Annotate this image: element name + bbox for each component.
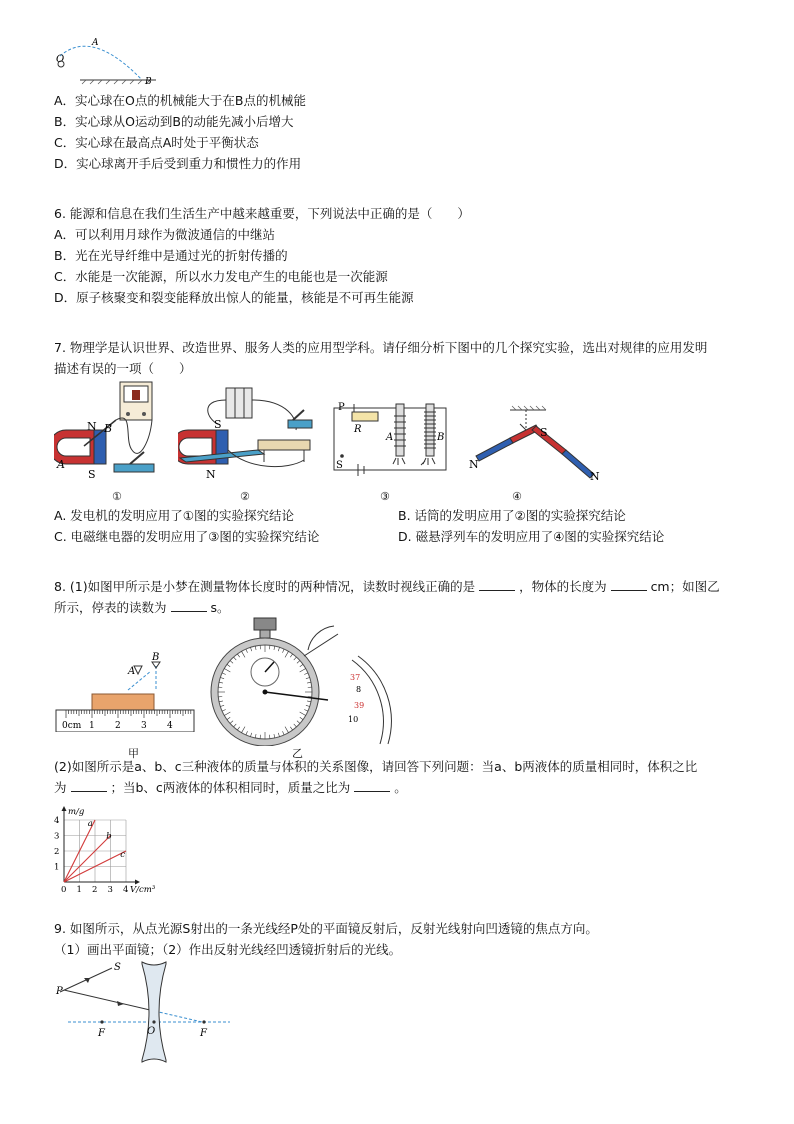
q7-option-d: D. 磁悬浮列车的发明应用了④图的实验探究结论 xyxy=(398,529,665,544)
q8-line1-text-b: ，物体的长度为 xyxy=(519,579,607,594)
chart-y-tick-label: 1 xyxy=(54,862,60,873)
q8-line2 xyxy=(54,599,230,617)
ruler-label-3: 3 xyxy=(141,721,147,731)
chart-x-tick-label: 1 xyxy=(76,885,82,894)
q8-line1-text-a: 8. (1)如图甲所示是小梦在测量物体长度时的两种情况，读数时视线正确的是 xyxy=(54,579,476,594)
watch-label-37: 37 xyxy=(350,673,361,682)
q8-line2-text-a: 所示，停表的读数为 xyxy=(54,600,167,615)
q7-stem-line1: 7. 物理学是认识世界、改造世界、服务人类的应用型学科。请仔细分析下图中的几个探究实验，选出对规律的应用发明 xyxy=(54,340,708,355)
fig4-label-s: S xyxy=(540,426,548,439)
q6-option-b: B．光在光导纤维中是通过光的折射传播的 xyxy=(54,248,288,263)
label-p: P xyxy=(56,986,63,997)
label-a: A xyxy=(92,38,99,48)
fig1-label-s: S xyxy=(88,468,96,480)
answer-blank-mass-ratio[interactable] xyxy=(354,779,390,792)
q8-line1-text-c: cm；如图乙 xyxy=(650,579,720,594)
q9-subquestions: （1）画出平面镜；（2）作出反射光线经凹透镜折射后的光线。 xyxy=(54,942,402,957)
chart-series-label-b: b xyxy=(106,831,112,842)
projectile-figure xyxy=(52,36,162,88)
q5-option-d: D．实心球离开手后受到重力和惯性力的作用 xyxy=(54,156,302,171)
watch-label-39: 39 xyxy=(354,701,365,710)
q5-option-c: C．实心球在最高点A时处于平衡状态 xyxy=(54,135,259,150)
ruler-label-2: 2 xyxy=(115,721,121,731)
label-o-center: O xyxy=(147,1026,156,1037)
fig2-label-n: N xyxy=(206,468,216,480)
chart-y-tick-label: 3 xyxy=(54,831,60,842)
answer-blank-volume-ratio[interactable] xyxy=(71,779,107,792)
q8-part2-text-b: ；当b、c两液体的体积相同时，质量之比为 xyxy=(110,780,351,795)
chart-y-arrow xyxy=(62,806,67,811)
caption-figure-1: ① xyxy=(112,490,122,503)
q8-part2-text-a: 为 xyxy=(54,780,67,795)
watch-label-8: 8 xyxy=(356,685,362,694)
fig1-label-b: B xyxy=(104,422,113,435)
q6-option-d: D．原子核聚变和裂变能释放出惊人的能量，核能是不可再生能源 xyxy=(54,290,414,305)
concave-lens-figure xyxy=(54,960,234,1066)
q5-option-a: A．实心球在O点的机械能大于在B点的机械能 xyxy=(54,93,306,108)
label-o: O xyxy=(56,54,65,65)
q7-stem-line2: 描述有误的一项（ ） xyxy=(54,361,192,376)
fig3-label-a: A xyxy=(386,432,394,443)
mass-volume-chart xyxy=(48,798,160,894)
eye-label-b: B xyxy=(152,652,160,663)
fig3-label-s: S xyxy=(336,460,343,471)
caption-yi: 乙 xyxy=(292,747,303,760)
fig2-label-s: S xyxy=(214,418,222,431)
chart-x-tick-label: 2 xyxy=(92,885,98,894)
q8-line2-text-b: s。 xyxy=(210,600,230,615)
q9-stem: 9. 如图所示，从点光源S射出的一条光线经P处的平面镜反射后，反射光线射向凹透镜的焦点方向。 xyxy=(54,921,598,936)
experiment-figure-2 xyxy=(178,380,318,480)
chart-x-arrow xyxy=(135,880,140,885)
fig1-label-n: N xyxy=(87,420,97,433)
answer-blank-stopwatch[interactable] xyxy=(171,599,207,612)
caption-jia: 甲 xyxy=(128,747,139,760)
stopwatch-figure xyxy=(208,616,398,746)
q8-part2-line1: (2)如图所示是a、b、c三种液体的质量与体积的关系图像，请回答下列问题：当a、b两液体的质量相同时，体积之比 xyxy=(54,759,698,774)
fig3-label-p: P xyxy=(338,402,345,413)
chart-series-label-c: c xyxy=(120,850,126,861)
experiment-figure-3 xyxy=(330,400,452,480)
label-b: B xyxy=(145,77,152,87)
label-f-right: F xyxy=(200,1028,207,1039)
fig1-label-a: A xyxy=(57,458,65,471)
q6-option-c: C．水能是一次能源，所以水力发电产生的电能也是一次能源 xyxy=(54,269,388,284)
answer-blank-length[interactable] xyxy=(611,578,647,591)
chart-x-tick-label: 4 xyxy=(123,885,129,894)
experiment-figure-1 xyxy=(54,380,164,480)
eye-label-a: A xyxy=(128,666,136,677)
fig3-label-b: B xyxy=(437,432,445,443)
ruler-figure xyxy=(54,648,199,732)
ruler-label-4: 4 xyxy=(167,721,173,731)
chart-series-label-a: a xyxy=(87,819,93,830)
label-f-left: F xyxy=(98,1028,105,1039)
chart-x-tick-label: 3 xyxy=(107,885,113,894)
fig3-label-r: R xyxy=(354,424,362,435)
q8-part2-text-c: 。 xyxy=(394,780,407,795)
label-s: S xyxy=(114,962,121,973)
caption-figure-2: ② xyxy=(240,490,250,503)
q7-option-b: B. 话筒的发明应用了②图的实验探究结论 xyxy=(398,508,626,523)
q8-line1 xyxy=(54,578,720,596)
q8-part2-line2 xyxy=(54,779,407,797)
experiment-figure-4 xyxy=(466,400,606,485)
chart-y-tick-label: 2 xyxy=(54,847,60,857)
fig4-label-n1: N xyxy=(469,458,479,471)
chart-x-tick-label: 0 xyxy=(61,885,67,894)
fig4-label-n2: N xyxy=(590,470,600,483)
q6-stem: 6. 能源和信息在我们生活生产中越来越重要，下列说法中正确的是（ ） xyxy=(54,206,470,221)
chart-y-tick-label: 4 xyxy=(54,816,60,826)
q7-option-c: C. 电磁继电器的发明应用了③图的实验探究结论 xyxy=(54,529,320,544)
q7-option-a: A. 发电机的发明应用了①图的实验探究结论 xyxy=(54,508,294,523)
chart-y-label: m/g xyxy=(68,807,85,817)
watch-label-10: 10 xyxy=(348,715,359,724)
chart-series-line-b xyxy=(64,836,111,883)
ruler-label-1: 1 xyxy=(89,721,95,731)
answer-blank-sightline[interactable] xyxy=(479,578,515,591)
caption-figure-3: ③ xyxy=(380,490,390,503)
caption-figure-4: ④ xyxy=(512,490,522,503)
q6-option-a: A．可以利用月球作为微波通信的中继站 xyxy=(54,227,276,242)
ruler-label-0: 0cm xyxy=(62,721,82,731)
chart-x-label: V/cm³ xyxy=(130,885,156,894)
q5-option-b: B．实心球从O运动到B的动能先减小后增大 xyxy=(54,114,294,129)
